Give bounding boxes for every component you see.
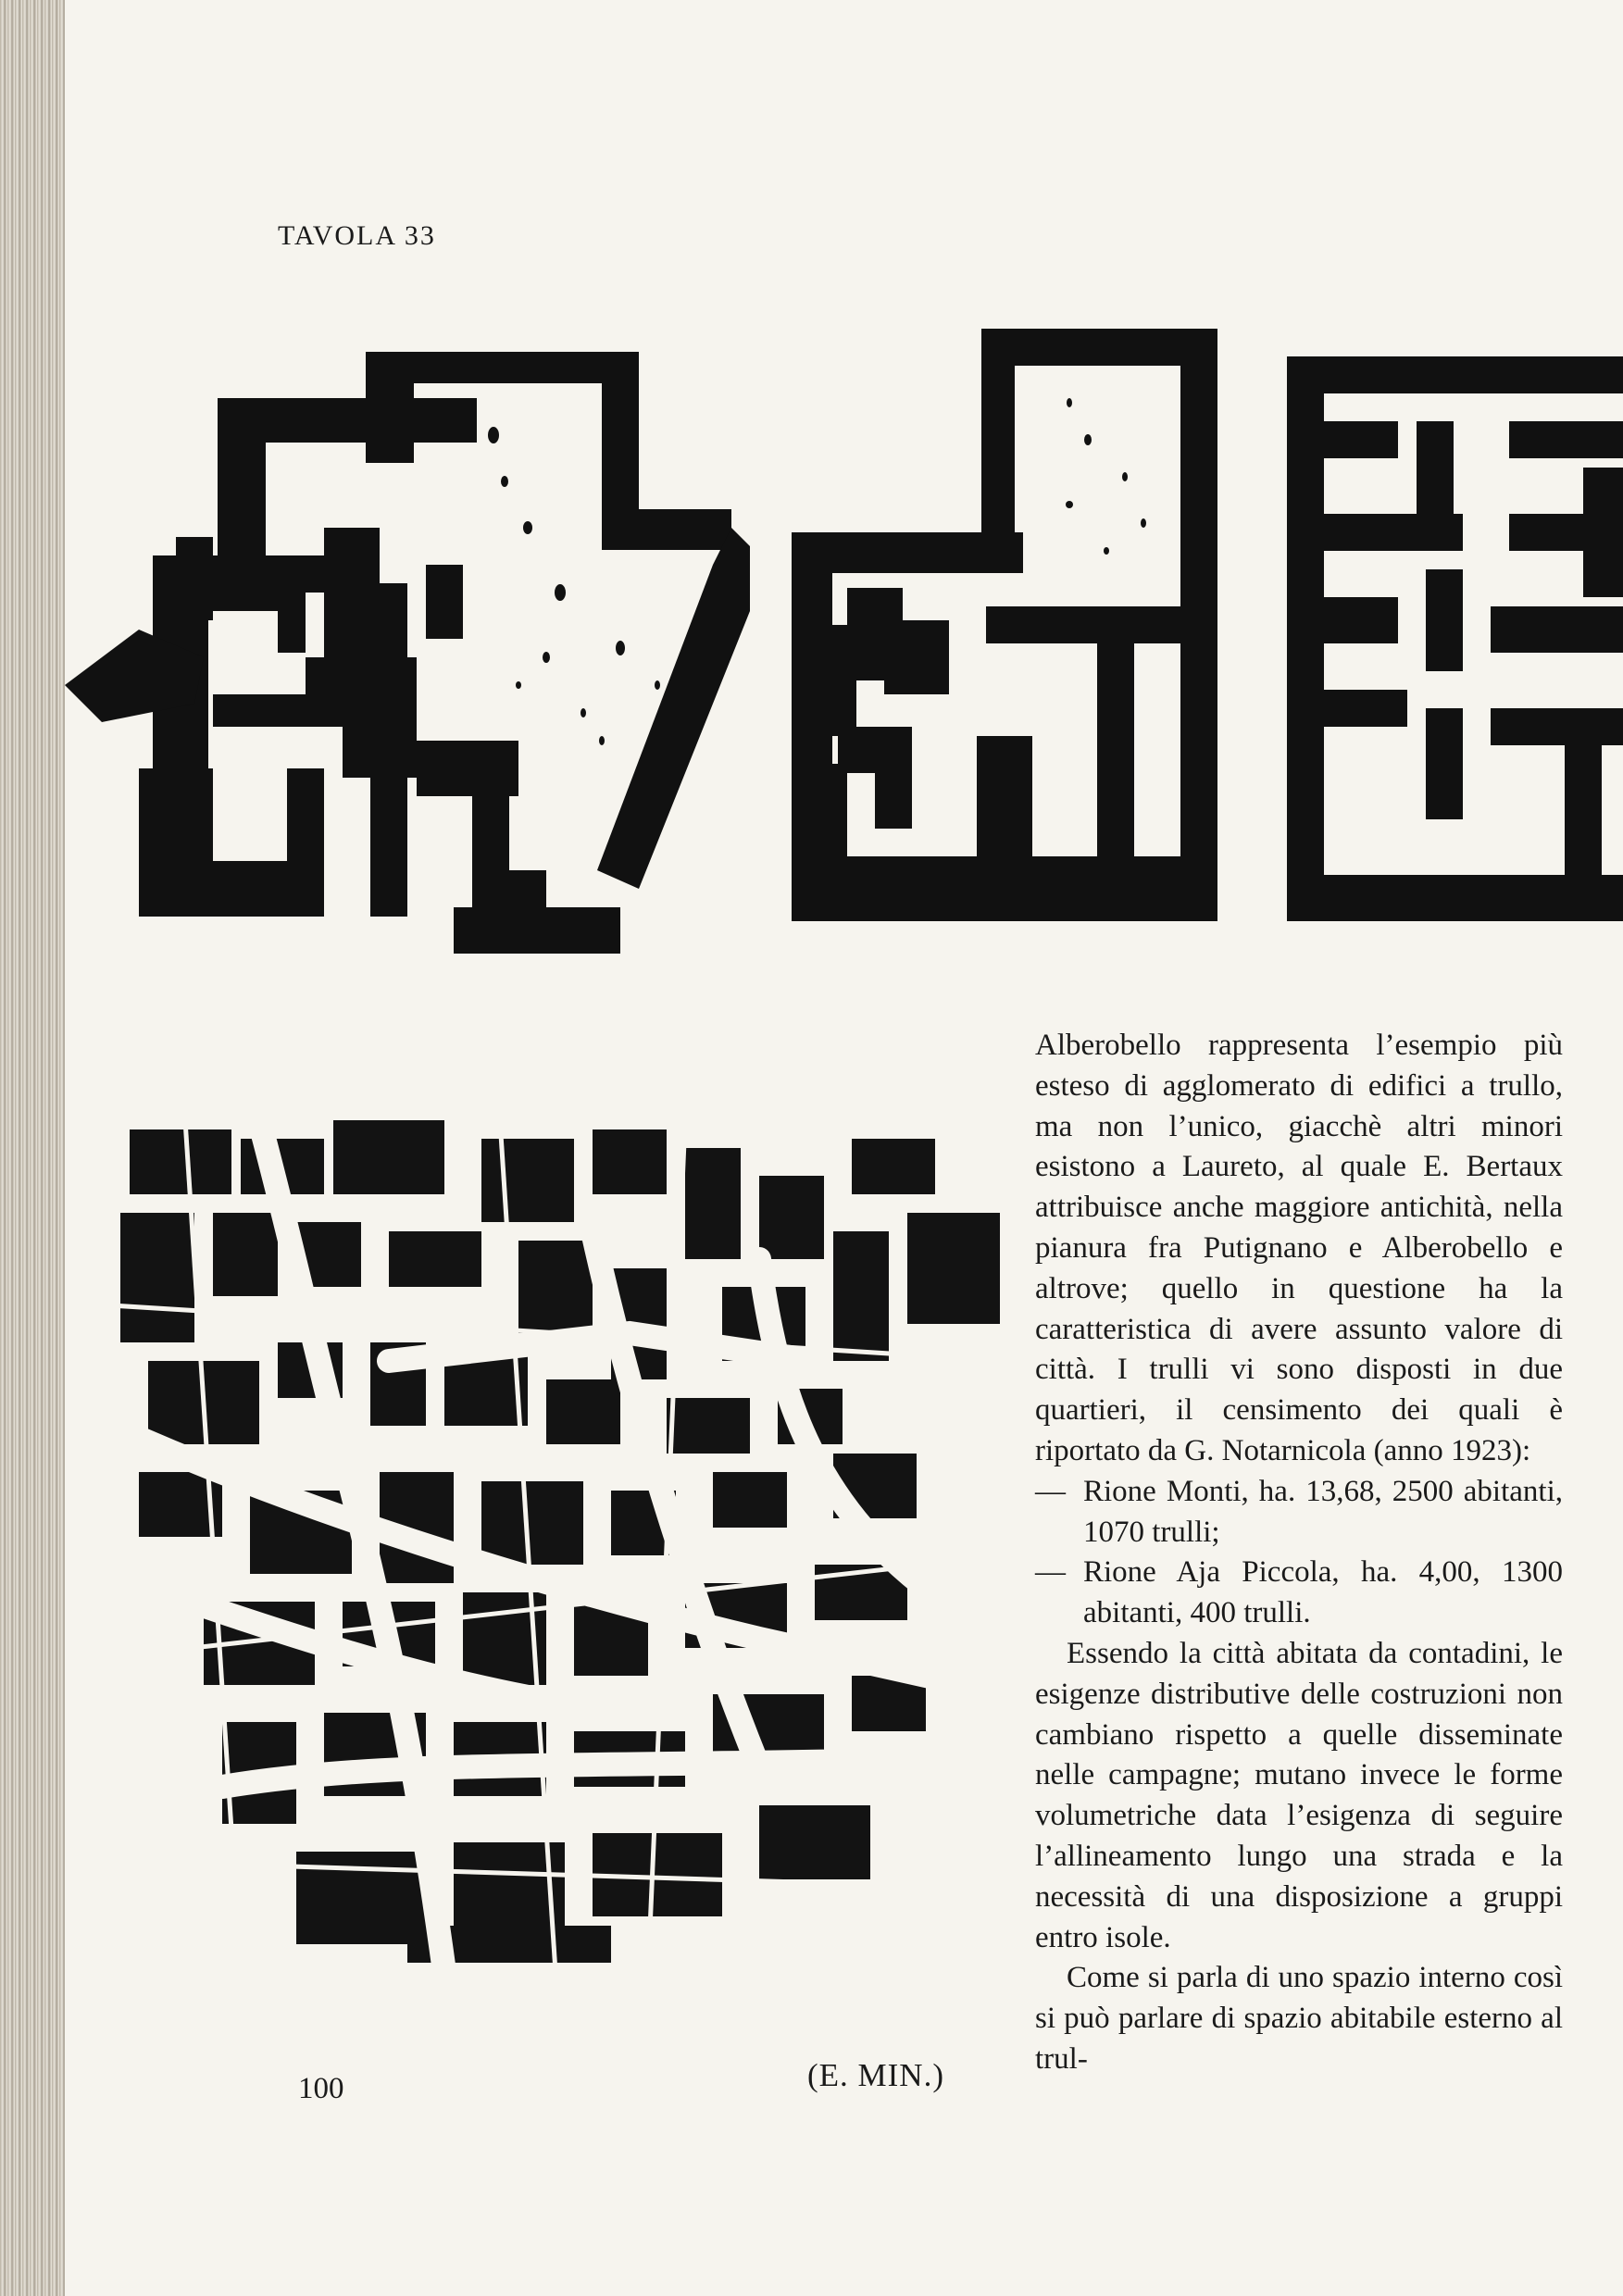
floor-plan-right: [1287, 356, 1623, 921]
paragraph-2: Essendo la città abitata da contadini, le esigenze distributive delle costruzioni non cambiano rispetto a quelle disseminate nelle campagne; mutano invece le forme volumetriche data l’esigenza di seguire l’allineamento lungo una strada e la necessità di una disposizione a gruppi entro isole.: [1035, 1636, 1563, 1954]
book-page-edges: [0, 0, 65, 2296]
page-number: 100: [298, 2072, 344, 2105]
list-item-text: Rione Aja Piccola, ha. 4,00, 1300 abitanti, 400 trulli.: [1083, 1555, 1563, 1630]
list-dash: —: [1035, 1474, 1066, 1508]
list-item-text: Rione Monti, ha. 13,68, 2500 abitanti, 1070 trulli;: [1083, 1474, 1563, 1549]
plate-label: TAVOLA 33: [278, 220, 436, 251]
town-map-alberobello: [111, 1120, 1009, 1972]
list-item: [1035, 1472, 1563, 1554]
map-caption: (E. MIN.): [807, 2057, 944, 2093]
paragraph-3: Come si parla di uno spazio interno così si può parlare di spazio abitabile esterno al trul-: [1035, 1961, 1563, 2076]
list-item: [1035, 1553, 1563, 1634]
body-text-column: [1035, 1026, 1563, 2080]
floor-plan-left: [65, 352, 750, 954]
floor-plan-middle: [792, 329, 1217, 921]
paragraph-1: Alberobello rappresenta l’esempio più esteso di agglomerato di edifici a trullo, ma non l’unico, giacchè altri minori esistono a Laureto, al quale E. Bertaux attribuisce anche maggiore antichità, nella pianura fra Putignano e Alberobello e altrove; quello in questione ha la caratteristica di avere assunto valore di città. I trulli vi sono disposti in due quartieri, il censimento dei quali è riportato da G. Notarnicola (anno 1923):: [1035, 1029, 1563, 1467]
list-dash: —: [1035, 1555, 1066, 1590]
